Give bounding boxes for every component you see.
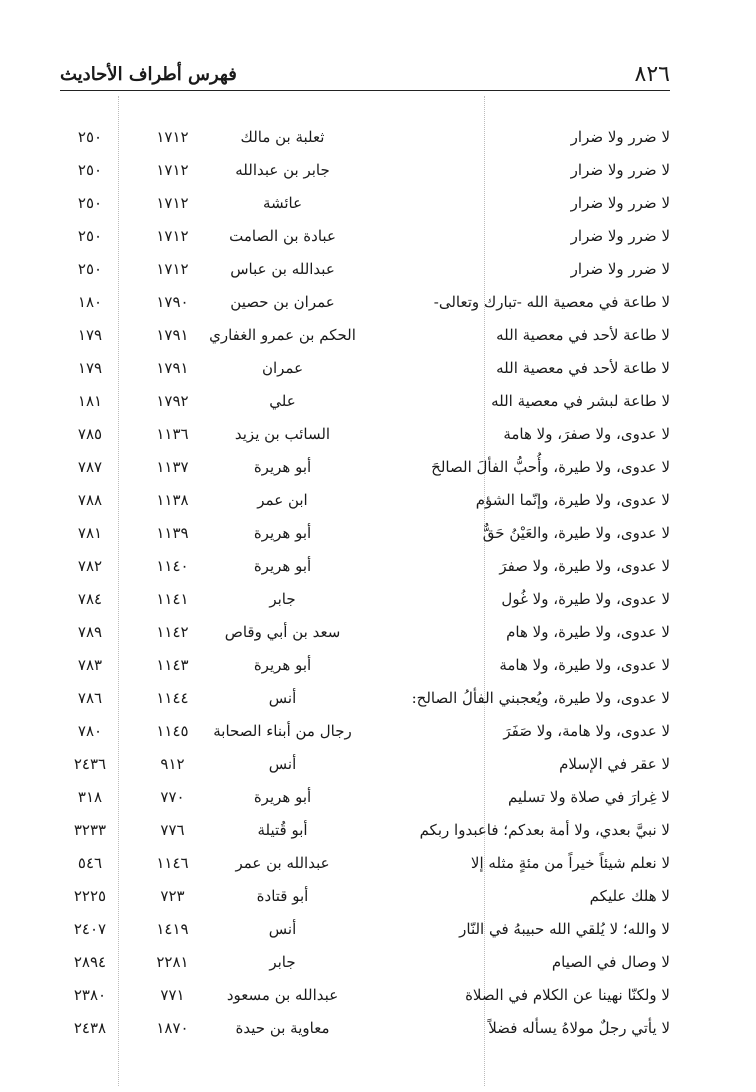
narrator-name: عمران [261,359,304,377]
narrator-name: ثعلبة بن مالك [240,128,325,146]
page-reference: ٢٥٠ [77,161,103,179]
hadith-text: لا طاعة في معصية الله -تبارك وتعالى- [433,293,670,311]
narrator-name: أبو هريرة [253,557,312,575]
page-reference: ١٨٠ [77,293,103,311]
table-row [60,186,670,219]
hadith-text: لا عدوى، ولا طيرة، والعَيْنُ حَقٌّ [482,524,670,542]
hadith-text: لا عدوى، ولا صفرَ، ولا هامة [503,425,670,443]
page-title: فهرس أطراف الأحاديث [60,64,237,85]
page-reference: ٢٥٠ [77,194,103,212]
hadith-text: لا عدوى، ولا طيرة، وإنّما الشؤم [475,491,670,509]
page-reference: ٢٨٩٤ [73,953,107,971]
table-row [60,846,670,879]
hadith-number: ١٧٩١ [156,359,189,377]
hadith-text: لا والله؛ لا يُلقي الله حبيبهُ في النّار [459,920,670,938]
hadith-number: ١١٤٢ [156,623,189,641]
page-header [60,58,670,91]
table-row [60,252,670,285]
hadith-text: لا عدوى، ولا طيرة، ولا غُول [501,590,670,608]
hadith-number: ٧٧١ [160,986,185,1004]
page-reference: ٢٤٣٦ [73,755,107,773]
hadith-number: ١١٤٣ [156,656,189,674]
hadith-text: لا ضرر ولا ضرار [570,227,670,245]
narrator-name: رجال من أبناء الصحابة [213,722,352,740]
hadith-text: لا طاعة لبشر في معصية الله [491,392,670,410]
table-row [60,483,670,516]
narrator-name: عبدالله بن عمر [235,854,330,872]
page-reference: ٢٣٨٠ [73,986,107,1004]
hadith-text: لا عدوى، ولا طيرة، وأُحبُّ الفألَ الصالحَ [431,458,670,476]
hadith-number: ١٧٩٢ [156,392,189,410]
hadith-text: لا عدوى، ولا هامة، ولا صَفَرَ [503,722,670,740]
narrator-name: السائب بن يزيد [234,425,331,443]
page-reference: ٥٤٦ [77,854,103,872]
hadith-text: لا ضرر ولا ضرار [570,260,670,278]
hadith-text: لا عدوى، ولا طيرة، ولا هامة [499,656,670,674]
narrator-name: أبو هريرة [253,458,312,476]
hadith-text: لا عقر في الإسلام [559,755,670,773]
hadith-text: لا ضرر ولا ضرار [570,128,670,146]
hadith-text: لا طاعة لأحد في معصية الله [496,359,670,377]
hadith-text: لا غِرارَ في صلاة ولا تسليم [508,788,670,806]
page-reference: ١٨١ [77,392,103,410]
narrator-name: أبو هريرة [253,524,312,542]
table-row [60,318,670,351]
page-reference: ٧٨١ [77,524,103,542]
hadith-number: ١٧٩٠ [156,293,189,311]
hadith-number: ١٧١٢ [156,227,189,245]
hadith-number: ١١٣٨ [156,491,189,509]
hadith-number: ١١٤٥ [156,722,189,740]
narrator-name: أبو هريرة [253,656,312,674]
hadith-text: لا عدوى، ولا طيرة، ولا هام [506,623,670,641]
hadith-number: ١١٤٦ [156,854,189,872]
hadith-number: ١٨٧٠ [156,1019,189,1037]
page-reference: ٣١٨ [77,788,103,806]
page-reference: ٢٤٣٨ [73,1019,107,1037]
hadith-number: ١١٣٧ [156,458,189,476]
table-row [60,549,670,582]
hadith-text: لا عدوى، ولا طيرة، ولا صفرَ [499,557,670,575]
hadith-text: لا يأتي رجلٌ مولاهُ يسأله فضلاً [488,1019,670,1037]
table-row [60,879,670,912]
page-reference: ٧٨٣ [77,656,103,674]
hadith-text: لا طاعة لأحد في معصية الله [496,326,670,344]
table-row [60,219,670,252]
page-reference: ٧٨٦ [77,689,103,707]
table-row [60,417,670,450]
page-reference: ٢٥٠ [77,260,103,278]
narrator-name: عبادة بن الصامت [229,227,336,245]
page-reference: ٣٢٣٣ [73,821,107,839]
narrator-name: سعد بن أبي وقاص [224,623,341,641]
narrator-name: أنس [268,755,297,773]
hadith-text: لا ضرر ولا ضرار [570,161,670,179]
hadith-text: لا وصال في الصيام [551,953,670,971]
table-row [60,912,670,945]
table-row [60,714,670,747]
narrator-name: جابر [269,953,296,971]
table-row [60,351,670,384]
table-row [60,780,670,813]
narrator-name: عبدالله بن مسعود [226,986,339,1004]
page-reference: ٧٨٠ [77,722,103,740]
page-reference: ٢٢٢٥ [73,887,107,905]
narrator-name: ابن عمر [257,491,308,509]
narrator-name: أنس [268,689,297,707]
table-row [60,285,670,318]
hadith-number: ١٧١٢ [156,128,189,146]
hadith-text: لا ولكنّا نهينا عن الكلام في الصلاة [465,986,670,1004]
hadith-number: ٧٧٦ [160,821,185,839]
table-row [60,813,670,846]
table-row [60,120,670,153]
table-row [60,648,670,681]
narrator-name: أبو قتادة [256,887,309,905]
hadith-number: ١١٣٦ [156,425,189,443]
hadith-text: لا نعلم شيئاً خيراً من مئةٍ مثله إلا [470,854,670,872]
table-row [60,1011,670,1044]
hadith-text: لا نبيَّ بعدي، ولا أمة بعدكم؛ فاعبدوا ربكم [419,821,670,839]
table-row [60,747,670,780]
page-reference: ٧٨٨ [77,491,103,509]
table-row [60,516,670,549]
narrator-name: عبدالله بن عباس [230,260,335,278]
page-reference: ٧٨٢ [77,557,103,575]
page-reference: ١٧٩ [77,359,103,377]
narrator-name: جابر بن عبدالله [235,161,330,179]
hadith-number: ١٤١٩ [156,920,189,938]
hadith-number: ١١٤٠ [156,557,189,575]
narrator-name: جابر [269,590,296,608]
page-number: ٨٢٦ [634,62,670,87]
hadith-text: لا عدوى، ولا طيرة، ويُعجبني الفألُ الصالح: [411,689,670,707]
narrator-name: أبو قُتيلة [257,821,308,839]
hadith-number: ١٧١٢ [156,260,189,278]
table-row [60,450,670,483]
table-row [60,681,670,714]
hadith-number: ٧٧٠ [160,788,185,806]
page-reference: ٢٥٠ [77,227,103,245]
narrator-name: أنس [268,920,297,938]
hadith-number: ٩١٢ [160,755,185,773]
hadith-number: ١١٤١ [156,590,189,608]
hadith-text: لا ضرر ولا ضرار [570,194,670,212]
table-row [60,978,670,1011]
hadith-number: ١٧١٢ [156,194,189,212]
hadith-number: ٢٢٨١ [156,953,189,971]
hadith-index-list [60,120,670,1044]
page-reference: ٢٥٠ [77,128,103,146]
table-row [60,582,670,615]
hadith-number: ١١٤٤ [156,689,189,707]
hadith-text: لا هلك عليكم [589,887,670,905]
table-row [60,615,670,648]
table-row [60,153,670,186]
page-reference: ٧٨٧ [77,458,103,476]
narrator-name: معاوية بن حيدة [235,1019,330,1037]
page-reference: ٧٨٥ [77,425,103,443]
table-row [60,384,670,417]
narrator-name: علي [269,392,296,410]
narrator-name: عمران بن حصين [230,293,335,311]
page-reference: ٢٤٠٧ [73,920,107,938]
table-row [60,945,670,978]
hadith-number: ٧٢٣ [160,887,185,905]
hadith-number: ١١٣٩ [156,524,189,542]
narrator-name: عائشة [262,194,303,212]
page-reference: ١٧٩ [77,326,103,344]
hadith-number: ١٧٩١ [156,326,189,344]
narrator-name: أبو هريرة [253,788,312,806]
narrator-name: الحكم بن عمرو الغفاري [209,326,356,344]
hadith-number: ١٧١٢ [156,161,189,179]
page-reference: ٧٨٤ [77,590,103,608]
page-reference: ٧٨٩ [77,623,103,641]
